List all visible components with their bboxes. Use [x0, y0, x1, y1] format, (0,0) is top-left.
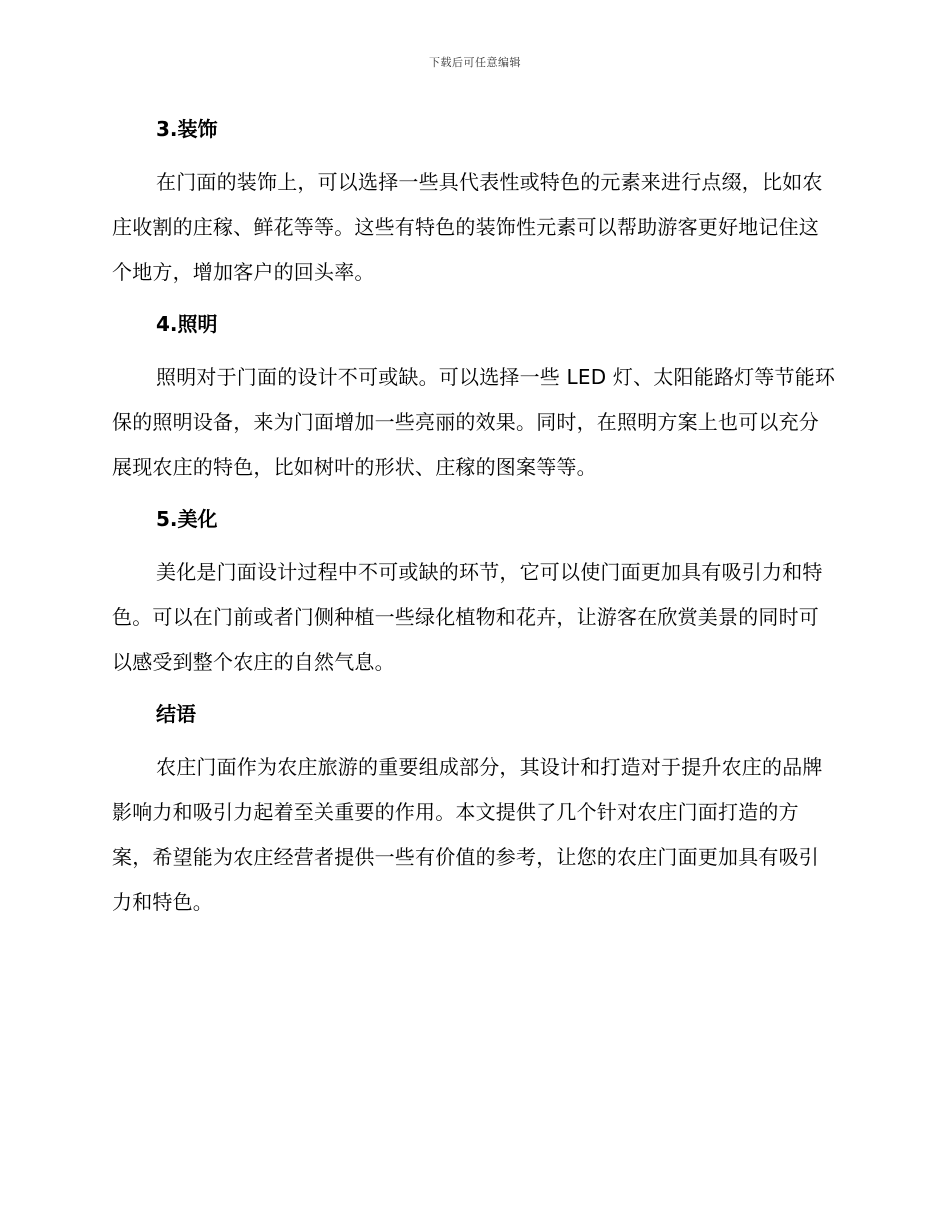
section-heading-conclusion: 结语 [156, 702, 196, 726]
page-header-note: 下载后可任意编辑 [429, 56, 521, 69]
section-paragraph-decoration: 在门面的装饰上，可以选择一些具代表性或特色的元素来进行点缀，比如农庄收割的庄稼、鲜花等等。这些有特色的装饰性元素可以帮助游客更好地记住这个地方，增加客户的回头率。 [112, 170, 823, 284]
section-paragraph-beautification: 美化是门面设计过程中不可或缺的环节，它可以使门面更加具有吸引力和特色。可以在门前或者门侧种植一些绿化植物和花卉，让游客在欣赏美景的同时可以感受到整个农庄的自然气息。 [112, 560, 823, 674]
section-heading-decoration: 3.装饰 [156, 117, 218, 141]
section-paragraph-lighting: 照明对于门面的设计不可或缺。可以选择一些 LED 灯、太阳能路灯等节能环保的照明设备，来为门面增加一些亮丽的效果。同时，在照明方案上也可以充分展现农庄的特色，比如树叶的形状、庄稼的图案等等。 [112, 365, 836, 479]
section-heading-beautification: 5.美化 [156, 507, 218, 531]
section-paragraph-conclusion: 农庄门面作为农庄旅游的重要组成部分，其设计和打造对于提升农庄的品牌影响力和吸引力起着至关重要的作用。本文提供了几个针对农庄门面打造的方案，希望能为农庄经营者提供一些有价值的参考，让您的农庄门面更加具有吸引力和特色。 [112, 755, 823, 914]
section-heading-lighting: 4.照明 [156, 312, 218, 336]
document-body [112, 110, 838, 925]
